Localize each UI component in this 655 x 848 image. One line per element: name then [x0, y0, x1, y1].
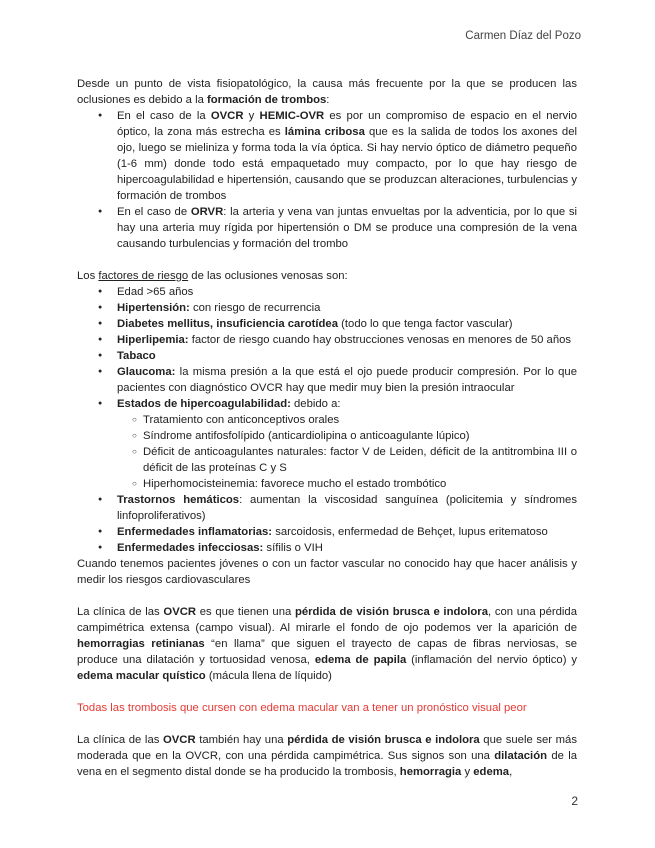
sublist-item: ○ Síndrome antifosfolípido (anticardiolipina o anticoagulante lúpico) — [77, 428, 577, 444]
list-item: ● Enfermedades infecciosas: sífilis o VIH — [77, 540, 577, 556]
page-number: 2 — [571, 794, 578, 808]
list-item: ● Tabaco — [77, 348, 577, 364]
document-body — [77, 76, 577, 780]
list-item: ● Estados de hipercoagulabilidad: debido a: ○ Tratamiento con anticonceptivos orales ○ Síndrome antifosfolípido (anticardiolipina o anticoagulante lúpico) ○ Déficit de anticoagulantes naturales: factor V de Leiden, déficit de la antitrombina III o déficit de las proteínas C y S ○ Hiperhomocisteinemia: favorece mucho el estado trombótico — [77, 396, 577, 492]
risk-factors-list — [77, 284, 577, 556]
list-item: ● Diabetes mellitus, insuficiencia carotídea (todo lo que tenga factor vascular) — [77, 316, 577, 332]
list-item: ● Trastornos hemáticos: aumentan la viscosidad sanguínea (policitemia y síndromes linfoproliferativos) — [77, 492, 577, 524]
sublist-item: ○ Tratamiento con anticonceptivos orales — [77, 412, 577, 428]
note-macular-edema: Todas las trombosis que cursen con edema macular van a tener un pronóstico visual peor — [77, 702, 527, 714]
paragraph-intro: Desde un punto de vista fisiopatológico, la causa más frecuente por la que se producen las oclusiones es debido a la formación de trombos: — [77, 78, 577, 106]
page-header-author: Carmen Díaz del Pozo — [465, 30, 581, 42]
paragraph-risk-factors: Los factores de riesgo de las oclusiones venosas son: — [77, 270, 348, 282]
list-item: ● En el caso de la OVCR y HEMIC-OVR es por un compromiso de espacio en el nervio óptico, la zona más estrecha es lámina cribosa que es la salida de todos los axones del ojo, luego se mieliniza y forma toda la vía óptica. Si hay nervio óptico de diámetro pequeño (1-6 mm) donde todo está empaquetado muy compacto, por lo que hay riesgo de hipercoagulabilidad e hipertensión, causando que se produzcan alteraciones, turbulencias y formación de trombos — [77, 108, 577, 204]
list-item: ● Hiperlipemia: factor de riesgo cuando hay obstrucciones venosas en menores de 50 años — [77, 332, 577, 348]
paragraph-ovcr-clinic: La clínica de las OVCR es que tienen una pérdida de visión brusca e indolora, con una pérdida campimétrica extensa (campo visual). Al mirarle el fondo de ojo podemos ver la aparición de hemorragias retinianas “en llama” que siguen el trayecto de capas de fibras nerviosas, se produce una dilatación y tortuosidad venosa, edema de papila (inflamación del nervio óptico) y edema macular quístico (mácula llena de líquido) — [77, 606, 577, 682]
sublist-item: ○ Hiperhomocisteinemia: favorece mucho el estado trombótico — [77, 476, 577, 492]
list-item: ● Enfermedades inflamatorias: sarcoidosis, enfermedad de Behçet, lupus eritematoso — [77, 524, 577, 540]
hypercoagulability-sublist — [117, 412, 577, 492]
sublist-item: ○ Déficit de anticoagulantes naturales: factor V de Leiden, déficit de la antitrombina III o déficit de las proteínas C y S — [77, 444, 577, 476]
paragraph-young-patients: Cuando tenemos pacientes jóvenes o con un factor vascular no conocido hay que hacer análisis y medir los riesgos cardiovasculares — [77, 558, 577, 586]
paragraph-ovcr-clinic-2: La clínica de las OVCR también hay una pérdida de visión brusca e indolora que suele ser más moderada que en la OVCR, con una pérdida campimétrica. Sus signos son una dilatación de la vena en el segmento distal donde se ha producido la trombosis, hemorragia y edema, — [77, 734, 577, 778]
occlusion-causes-list — [77, 108, 577, 252]
list-item: ● Hipertensión: con riesgo de recurrencia — [77, 300, 577, 316]
list-item: ● Glaucoma: la misma presión a la que está el ojo puede producir compresión. Por lo que pacientes con diagnóstico OVCR hay que medir muy bien la presión intraocular — [77, 364, 577, 396]
list-item: ● En el caso de ORVR: la arteria y vena van juntas envueltas por la adventicia, por lo que si hay una arteria muy rígida por hipertensión o DM se produce una compresión de la vena causando turbulencias y formación del trombo — [77, 204, 577, 252]
list-item: ● Edad >65 años — [77, 284, 577, 300]
